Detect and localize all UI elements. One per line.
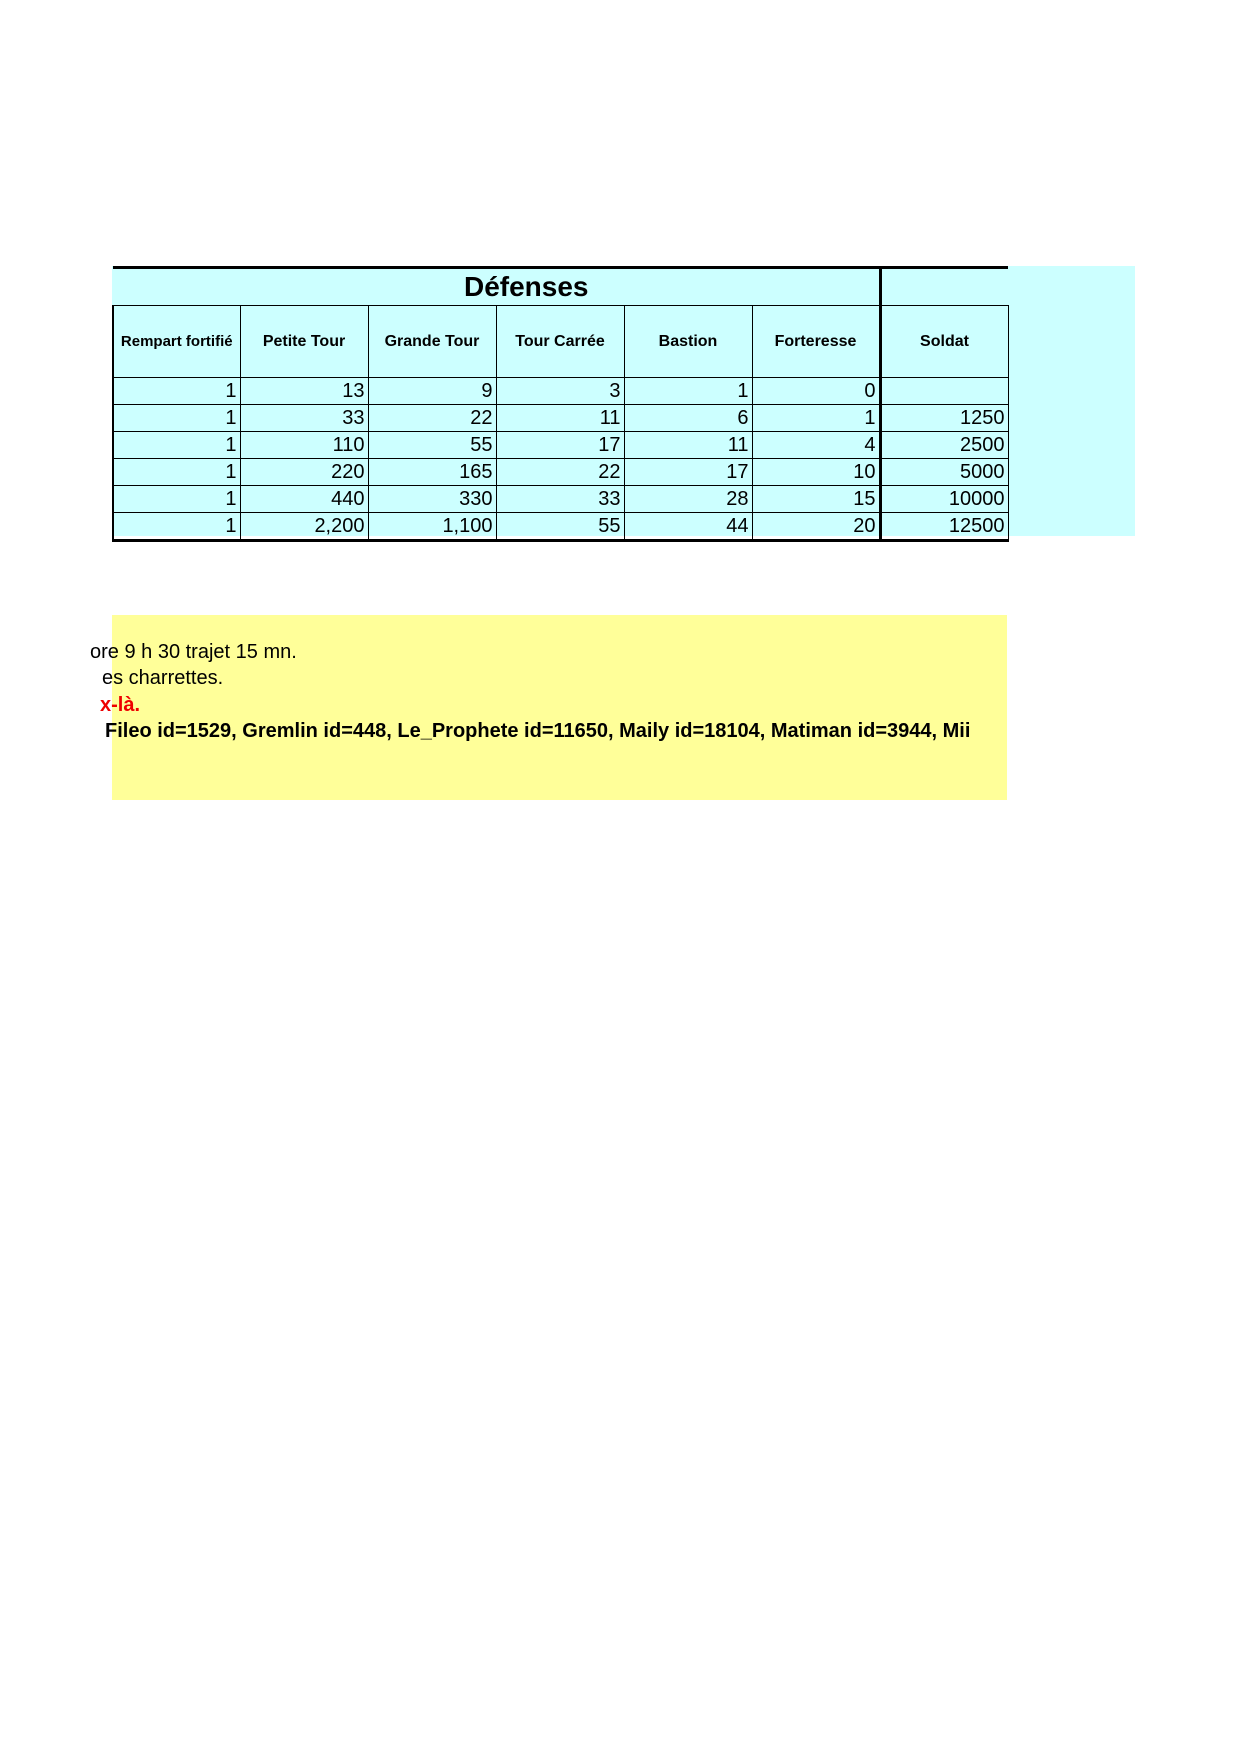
cell-grande-tour: 9	[368, 378, 496, 405]
cell-rempart: 1	[113, 486, 240, 513]
cell-rempart: 1	[113, 405, 240, 432]
cell-grande-tour: 55	[368, 432, 496, 459]
table-row	[113, 513, 1008, 541]
cell-petite-tour: 2,200	[240, 513, 368, 541]
header-rempart-fortifie: Rempart fortifié	[113, 306, 240, 378]
cell-bastion: 6	[624, 405, 752, 432]
header-grande-tour: Grande Tour	[368, 306, 496, 378]
cell-bastion: 11	[624, 432, 752, 459]
cell-forteresse: 20	[752, 513, 880, 541]
cell-bastion: 17	[624, 459, 752, 486]
cell-bastion: 28	[624, 486, 752, 513]
cell-soldat	[880, 378, 1008, 405]
cell-grande-tour: 330	[368, 486, 496, 513]
table-row	[113, 486, 1008, 513]
header-petite-tour: Petite Tour	[240, 306, 368, 378]
cell-tour-carree: 33	[496, 486, 624, 513]
cell-tour-carree: 55	[496, 513, 624, 541]
cell-bastion: 1	[624, 378, 752, 405]
note-line-warning: x-là.	[100, 694, 141, 716]
cell-forteresse: 15	[752, 486, 880, 513]
cell-forteresse: 1	[752, 405, 880, 432]
cell-grande-tour: 22	[368, 405, 496, 432]
table-title: Défenses	[113, 268, 880, 306]
cell-rempart: 1	[113, 459, 240, 486]
cell-petite-tour: 13	[240, 378, 368, 405]
note-line-player-ids: Fileo id=1529, Gremlin id=448, Le_Prophete id=11650, Maily id=18104, Matiman id=3944, Mii	[105, 720, 971, 742]
header-forteresse: Forteresse	[752, 306, 880, 378]
table-title-spacer	[880, 268, 1008, 306]
table-row	[113, 459, 1008, 486]
notes-box	[90, 615, 1007, 800]
header-bastion: Bastion	[624, 306, 752, 378]
cell-grande-tour: 1,100	[368, 513, 496, 541]
table-row	[113, 432, 1008, 459]
cell-tour-carree: 11	[496, 405, 624, 432]
cell-rempart: 1	[113, 432, 240, 459]
cell-grande-tour: 165	[368, 459, 496, 486]
cell-soldat: 1250	[880, 405, 1008, 432]
cell-soldat: 12500	[880, 513, 1008, 541]
table-row	[113, 378, 1008, 405]
table-header-row	[113, 306, 1008, 378]
cell-forteresse: 4	[752, 432, 880, 459]
table-row	[113, 405, 1008, 432]
note-line-charrettes: es charrettes.	[102, 667, 224, 689]
note-line-schedule: ore 9 h 30 trajet 15 mn.	[90, 641, 297, 663]
cell-bastion: 44	[624, 513, 752, 541]
cell-petite-tour: 220	[240, 459, 368, 486]
cell-tour-carree: 22	[496, 459, 624, 486]
defenses-table	[112, 266, 1009, 542]
cell-soldat: 10000	[880, 486, 1008, 513]
cell-forteresse: 0	[752, 378, 880, 405]
cell-soldat: 5000	[880, 459, 1008, 486]
cell-rempart: 1	[113, 513, 240, 541]
header-soldat: Soldat	[880, 306, 1008, 378]
table-title-row	[113, 268, 1008, 306]
cell-tour-carree: 3	[496, 378, 624, 405]
header-tour-carree: Tour Carrée	[496, 306, 624, 378]
cell-soldat: 2500	[880, 432, 1008, 459]
cell-petite-tour: 33	[240, 405, 368, 432]
cell-rempart: 1	[113, 378, 240, 405]
cell-petite-tour: 440	[240, 486, 368, 513]
cell-tour-carree: 17	[496, 432, 624, 459]
cell-petite-tour: 110	[240, 432, 368, 459]
cell-forteresse: 10	[752, 459, 880, 486]
